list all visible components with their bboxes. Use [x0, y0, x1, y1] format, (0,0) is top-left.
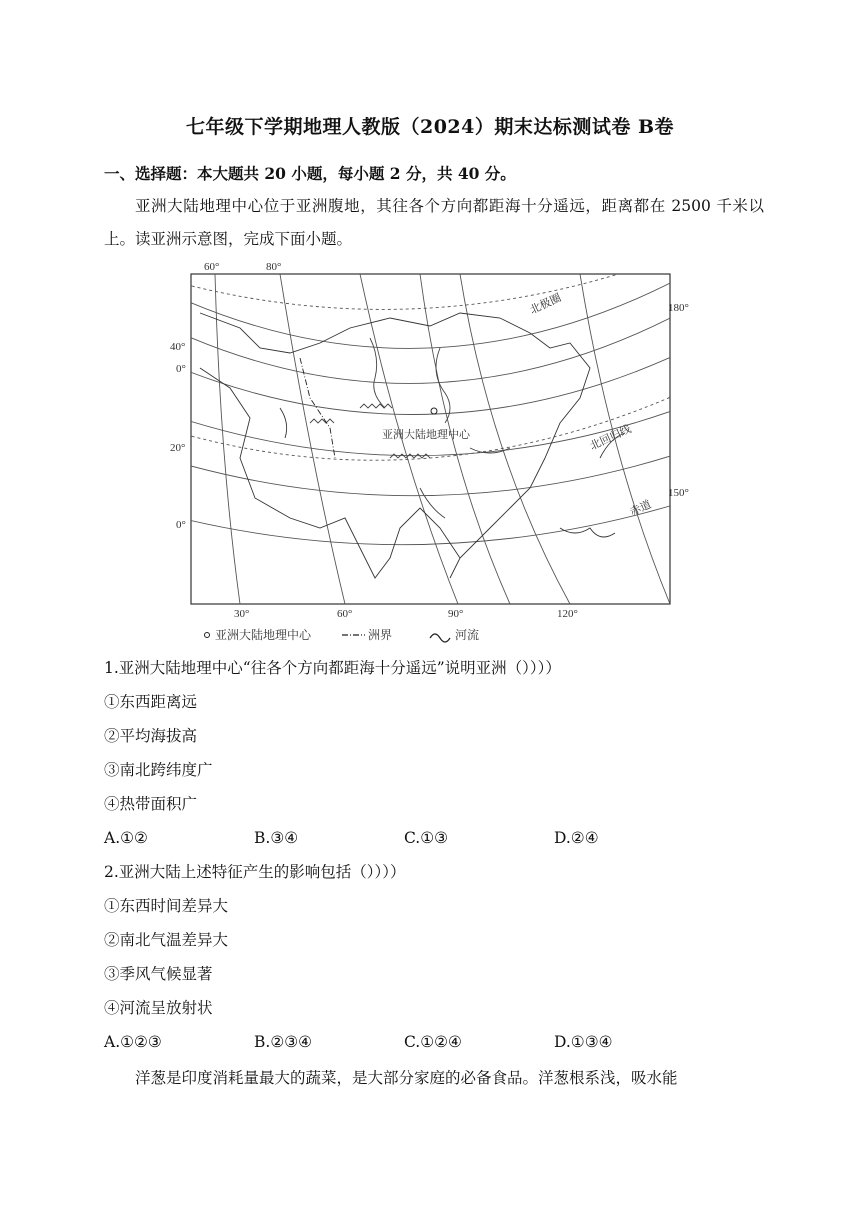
- question-1-item: ①东西距离远: [104, 693, 198, 711]
- question-2-option-d[interactable]: D.①③④: [554, 1033, 613, 1051]
- question-1-option-b[interactable]: B.③④: [254, 829, 299, 847]
- legend-border-label: 洲界: [368, 628, 393, 642]
- asia-map-figure: [160, 258, 700, 650]
- lon-label-bottom: 30°: [234, 608, 250, 620]
- question-1-item: ②平均海拔高: [104, 727, 198, 745]
- question-2-stem: 2.亚洲大陆上述特征产生的影响包括（））））: [104, 863, 406, 881]
- lon-label-right: 180°: [668, 302, 689, 314]
- question-2-item: ③季风气候显著: [104, 965, 213, 983]
- map-legend: [205, 627, 480, 642]
- question-2-option-c[interactable]: C.①②④: [404, 1033, 462, 1051]
- question-1-option-a[interactable]: A.①②: [104, 829, 148, 847]
- question-1-option-c[interactable]: C.①③: [404, 829, 449, 847]
- question-2-option-a[interactable]: A.①②③: [104, 1033, 162, 1051]
- lat-label-left: 40°: [170, 341, 186, 353]
- passage-intro-2: 洋葱是印度消耗量最大的蔬菜，是大部分家庭的必备食品。洋葱根系浅，吸水能: [135, 1069, 678, 1087]
- legend-center-label: 亚洲大陆地理中心: [215, 628, 312, 642]
- lon-label-top: 60°: [204, 261, 220, 273]
- legend-river-label: 河流: [455, 628, 480, 642]
- arctic-circle-label: 北极圈: [528, 291, 564, 317]
- lon-label-bottom: 90°: [448, 608, 464, 620]
- question-1-item: ③南北跨纬度广: [104, 761, 213, 779]
- geographic-center-marker: [431, 408, 437, 414]
- question-1-item: ④热带面积广: [104, 795, 198, 813]
- page-title: 七年级下学期地理人教版（2024）期末达标测试卷 B卷: [185, 116, 675, 138]
- lon-label-right: 150°: [668, 487, 689, 499]
- question-2-option-b[interactable]: B.②③④: [254, 1033, 313, 1051]
- lat-label-left: 20°: [170, 442, 186, 454]
- passage-intro-1: 亚洲大陆地理中心位于亚洲腹地，其往各个方向都距海十分遥远，距离都在 2500 千米以上。读亚洲示意图，完成下面小题。: [104, 197, 764, 248]
- question-2-item: ②南北气温差异大: [104, 931, 229, 949]
- lat-label-left: 0°: [176, 363, 186, 375]
- question-1-option-d[interactable]: D.②④: [554, 829, 599, 847]
- question-1-stem: 1.亚洲大陆地理中心“往各个方向都距海十分遥远”说明亚洲（））））: [104, 659, 561, 677]
- legend-river-icon: [430, 634, 450, 642]
- lon-label-bottom: 60°: [337, 608, 353, 620]
- lon-label-top: 80°: [266, 261, 282, 273]
- question-2-item: ①东西时间差异大: [104, 897, 229, 915]
- question-2-item: ④河流呈放射状: [104, 999, 213, 1017]
- geographic-center-label: 亚洲大陆地理中心: [382, 429, 470, 441]
- section-heading: 一、选择题：本大题共 20 小题，每小题 2 分，共 40 分。: [104, 164, 516, 183]
- tropic-of-cancer-label: 北回归线: [588, 423, 634, 453]
- asia-map: [160, 258, 700, 650]
- legend-center-icon: [205, 633, 210, 638]
- lon-label-bottom: 120°: [557, 608, 578, 620]
- lat-label-left: 0°: [176, 519, 186, 531]
- equator-label: 赤道: [628, 498, 654, 519]
